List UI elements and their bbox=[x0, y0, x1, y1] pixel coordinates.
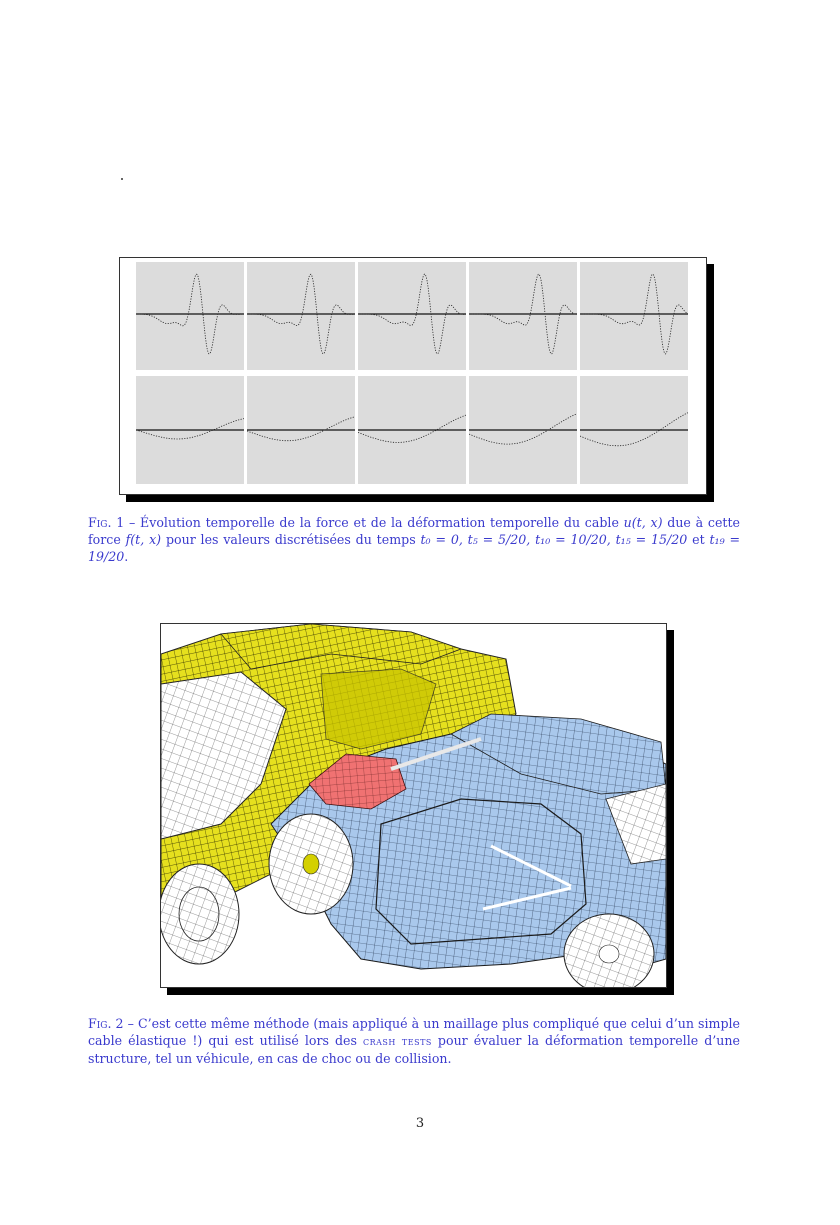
figure-2-frame bbox=[160, 623, 667, 988]
deformation-panel-3 bbox=[358, 376, 466, 484]
force-panel-2 bbox=[247, 262, 355, 370]
caption-2-text-a: – C’est cette même méthode (mais appliqué à un maillage plus compliqué que celui d’un simple cable élastique !) qui est utilisé lors des bbox=[88, 1016, 740, 1048]
yellow-car-wheel bbox=[161, 864, 239, 964]
panel-background bbox=[358, 262, 466, 370]
caption-2-crash-tests: crash tests bbox=[363, 1035, 432, 1048]
force-panel-5 bbox=[580, 262, 688, 370]
caption-1-text-c: pour les valeurs discrétisées du temps bbox=[161, 532, 421, 547]
panel-background bbox=[580, 262, 688, 370]
caption-2-text-b: pour évaluer la déformation temporelle d’une structure, tel un véhicule, en cas de choc ou de collision. bbox=[88, 1033, 740, 1066]
deformation-panel-4 bbox=[469, 376, 577, 484]
figure-1-label: Fig. 1 bbox=[88, 515, 125, 530]
panel-background bbox=[247, 262, 355, 370]
caption-1-text-a: – Évolution temporelle de la force et de la déformation temporelle du cable bbox=[124, 515, 624, 530]
force-panel-3 bbox=[358, 262, 466, 370]
stray-dot bbox=[121, 178, 123, 180]
caption-1-math-u: u(t, x) bbox=[623, 515, 663, 530]
blue-car-front-wheel bbox=[269, 814, 353, 914]
caption-1-times: t₀ = 0, t₅ = 5/20, t₁₀ = 10/20, t₁₅ = 15/20 bbox=[420, 532, 688, 547]
caption-1-end: . bbox=[124, 549, 129, 564]
caption-1-text-b: due à cette force bbox=[88, 515, 740, 547]
crash-test-illustration bbox=[161, 624, 666, 987]
figure-1-panels bbox=[136, 262, 691, 488]
figure-2-caption bbox=[88, 1015, 740, 1067]
figure-1-frame bbox=[119, 257, 707, 495]
blue-car-rear-wheel bbox=[564, 914, 654, 987]
deformation-panel-1 bbox=[136, 376, 244, 484]
figure-2-label: Fig. 2 bbox=[88, 1016, 124, 1031]
page-number: 3 bbox=[415, 1116, 425, 1131]
caption-1-math-f: f(t, x) bbox=[125, 532, 162, 547]
force-panel-1 bbox=[136, 262, 244, 370]
caption-1-time-last: t₁₉ = 19/20 bbox=[88, 532, 741, 564]
caption-1-text-d: et bbox=[687, 532, 710, 547]
deformation-panel-2 bbox=[247, 376, 355, 484]
panel-background bbox=[469, 262, 577, 370]
force-panel-4 bbox=[469, 262, 577, 370]
figure-1-caption bbox=[88, 514, 740, 565]
deformation-panel-5 bbox=[580, 376, 688, 484]
